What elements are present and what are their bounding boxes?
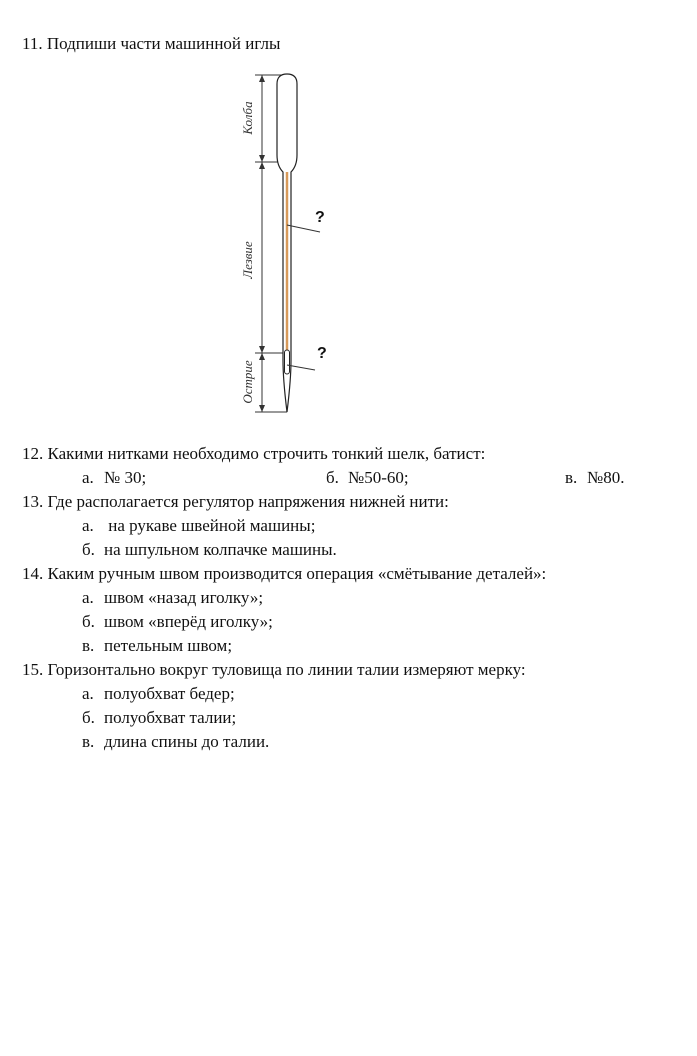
option-letter: а. (82, 684, 94, 703)
q14-option-b (82, 612, 273, 632)
question-mark-2: ? (317, 345, 327, 362)
q15-option-b (82, 708, 236, 728)
option-letter: б. (82, 612, 95, 631)
arrow-bottom (259, 405, 265, 412)
option-text: петельным швом; (104, 636, 233, 655)
option-text: полуобхват бедер; (104, 684, 235, 703)
option-letter: а. (82, 588, 94, 607)
arrow-flask-down (259, 162, 265, 169)
option-text: длина спины до талии. (104, 732, 270, 751)
option-letter: а. (82, 468, 94, 487)
arrow-blade-up (259, 346, 265, 353)
q12-option-c (565, 468, 624, 488)
q13-question: 13. Где располагается регулятор напряжения нижней нити: (22, 492, 449, 511)
option-text: швом «вперёд иголку»; (104, 612, 273, 631)
q14-option-c (82, 636, 232, 656)
option-text: швом «назад иголку»; (104, 588, 264, 607)
q15-question: 15. Горизонтально вокруг туловища по линии талии измеряют мерку: (22, 660, 526, 679)
option-text: №50-60; (348, 468, 409, 487)
q14-option-a (82, 588, 263, 608)
needle-figure (225, 60, 355, 420)
q11-title: 11. Подпиши части машинной иглы (22, 34, 281, 53)
option-letter: в. (82, 636, 95, 655)
option-letter: б. (326, 468, 339, 487)
q15-option-c (82, 732, 269, 752)
arrow-flask-up (259, 155, 265, 162)
q12-question: 12. Какими нитками необходимо строчить тонкий шелк, батист: (22, 444, 486, 463)
arrow-blade-down (259, 353, 265, 360)
label-tip: Острие (240, 360, 255, 404)
option-text: на шпульном колпачке машины. (104, 540, 337, 559)
q12-option-a (82, 468, 146, 488)
q13-option-a (82, 516, 315, 536)
option-letter: б. (82, 708, 95, 727)
question-mark-1: ? (315, 209, 325, 226)
arrow-top (259, 75, 265, 82)
label-blade: Лезвие (240, 241, 255, 279)
option-letter: в. (565, 468, 578, 487)
pointer-line-1 (287, 225, 320, 232)
q13-option-b (82, 540, 337, 560)
q14-question: 14. Каким ручным швом производится операция «смётывание деталей»: (22, 564, 547, 583)
option-letter: б. (82, 540, 95, 559)
label-flask: Колба (240, 101, 255, 135)
q15-option-a (82, 684, 235, 704)
option-text: на рукаве швейной машины; (104, 516, 316, 535)
option-text: № 30; (104, 468, 147, 487)
option-text: №80. (587, 468, 625, 487)
option-letter: а. (82, 516, 94, 535)
option-text: полуобхват талии; (104, 708, 237, 727)
needle-eye (285, 350, 290, 374)
option-letter: в. (82, 732, 95, 751)
q12-option-b (326, 468, 409, 488)
